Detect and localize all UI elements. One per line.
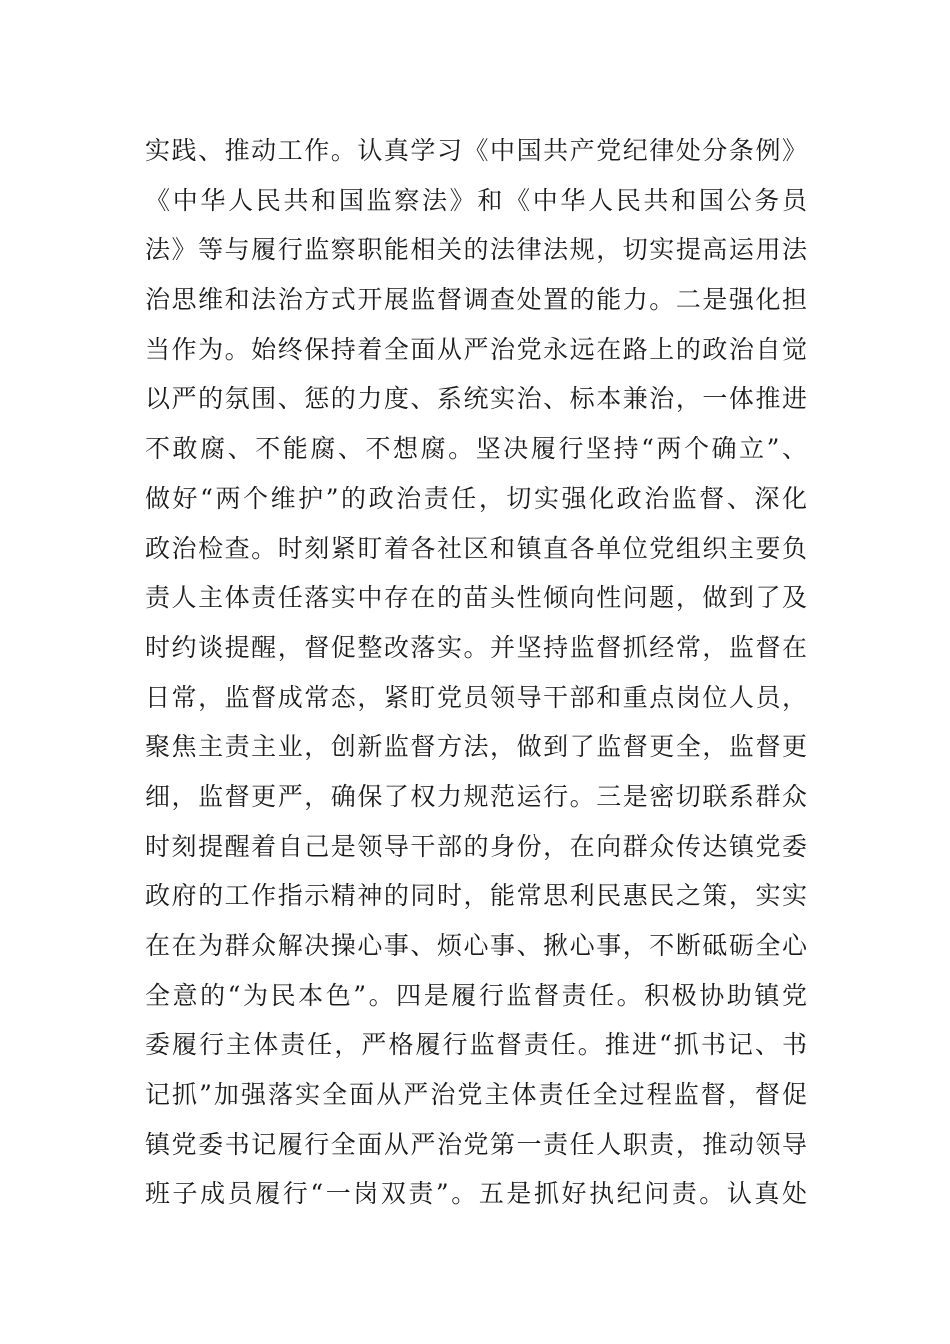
- text-line: 不敢腐、不能腐、不想腐。坚决履行坚持“两个确立”、: [145, 434, 807, 464]
- text-line: 时约谈提醒，督促整改落实。并坚持监督抓经常，监督在: [145, 632, 807, 662]
- text-line: 在在为群众解决操心事、烦心事、揪心事，不断砥砺全心: [145, 931, 807, 960]
- text-line: 实践、推动工作。认真学习《中国共产党纪律处分条例》: [145, 136, 807, 165]
- text-line: 记抓”加强落实全面从严治党主体责任全过程监督，督促: [145, 1080, 807, 1110]
- text-line: 责人主体责任落实中存在的苗头性倾向性问题，做到了及: [145, 583, 807, 613]
- text-line: 治思维和法治方式开展监督调查处置的能力。二是强化担: [145, 285, 807, 315]
- text-line: 时刻提醒着自己是领导干部的身份，在向群众传达镇党委: [145, 831, 807, 861]
- text-line: 细，监督更严，确保了权力规范运行。三是密切联系群众: [145, 781, 807, 811]
- text-line: 政治检查。时刻紧盯着各社区和镇直各单位党组织主要负: [145, 533, 807, 563]
- text-line: 镇党委书记履行全面从严治党第一责任人职责，推动领导: [145, 1129, 807, 1159]
- text-line: 政府的工作指示精神的同时，能常思利民惠民之策，实实: [145, 881, 807, 911]
- text-line: 《中华人民共和国监察法》和《中华人民共和国公务员: [145, 185, 807, 215]
- text-line: 委履行主体责任，严格履行监督责任。推进“抓书记、书: [145, 1030, 807, 1060]
- text-line: 班子成员履行“一岗双责”。五是抓好执纪问责。认真处: [145, 1179, 807, 1209]
- text-line: 聚焦主责主业，创新监督方法，做到了监督更全，监督更: [145, 732, 807, 762]
- text-line: 日常，监督成常态，紧盯党员领导干部和重点岗位人员，: [145, 682, 807, 712]
- text-line: 做好“两个维护”的政治责任，切实强化政治监督、深化: [145, 483, 807, 513]
- text-line: 全意的“为民本色”。四是履行监督责任。积极协助镇党: [145, 980, 807, 1010]
- body-text: [145, 126, 807, 1219]
- text-line: 以严的氛围、惩的力度、系统实治、标本兼治，一体推进: [145, 384, 807, 414]
- text-line: 当作为。始终保持着全面从严治党永远在路上的政治自觉: [145, 334, 807, 364]
- text-line: 法》等与履行监察职能相关的法律法规，切实提高运用法: [145, 235, 807, 265]
